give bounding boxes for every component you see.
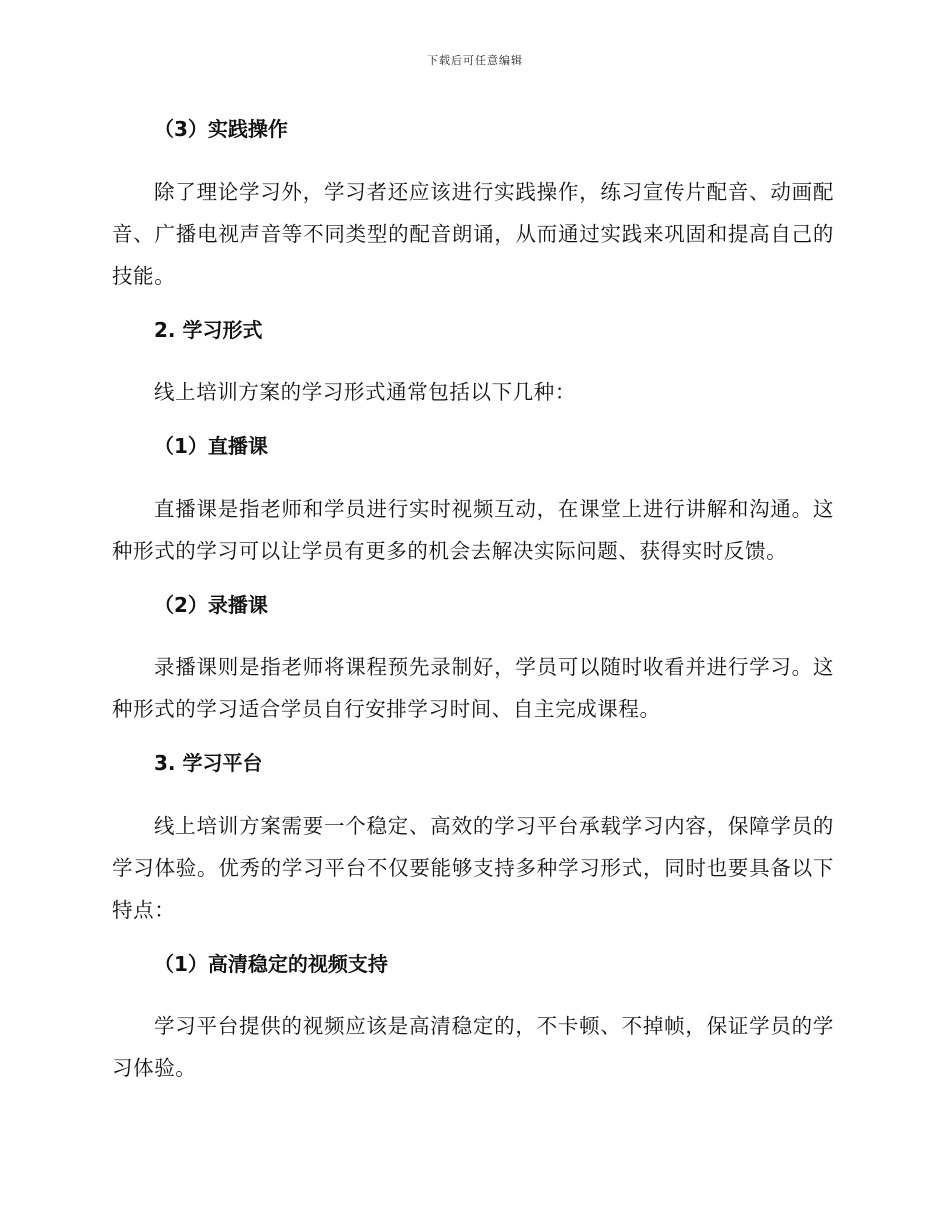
section-heading-learning-forms: 2. 学习形式 [154,317,263,342]
paragraph-learning-platform: 线上培训方案需要一个稳定、高效的学习平台承载学习内容，保障学员的学习体验。优秀的学习平台不仅要能够支持多种学习形式，同时也要具备以下特点： [112,813,834,922]
paragraph-practice: 除了理论学习外，学习者还应该进行实践操作，练习宣传片配音、动画配音、广播电视声音等不同类型的配音朗诵，从而通过实践来巩固和提高自己的技能。 [112,179,834,288]
page-header: 下载后可任意编辑 [427,54,523,67]
section-heading-learning-platform: 3. 学习平台 [154,751,263,775]
paragraph-recorded-class: 录播课则是指老师将课程预先录制好，学员可以随时收看并进行学习。这种形式的学习适合学员自行安排学习时间、自主完成课程。 [112,655,834,721]
section-heading-recorded-class: （2）录播课 [154,592,268,617]
section-heading-practice: （3）实践操作 [154,117,288,141]
paragraph-hd-video: 学习平台提供的视频应该是高清稳定的，不卡顿、不掉帧，保证学员的学习体验。 [112,1014,834,1080]
section-heading-hd-video: （1）高清稳定的视频支持 [154,951,388,976]
paragraph-live-class: 直播课是指老师和学员进行实时视频互动，在课堂上进行讲解和沟通。这种形式的学习可以让学员有更多的机会去解决实际问题、获得实时反馈。 [112,496,834,563]
section-heading-live-class: （1）直播课 [154,434,268,458]
document-body [112,108,834,1101]
paragraph-learning-forms-intro: 线上培训方案的学习形式通常包括以下几种： [154,380,576,404]
